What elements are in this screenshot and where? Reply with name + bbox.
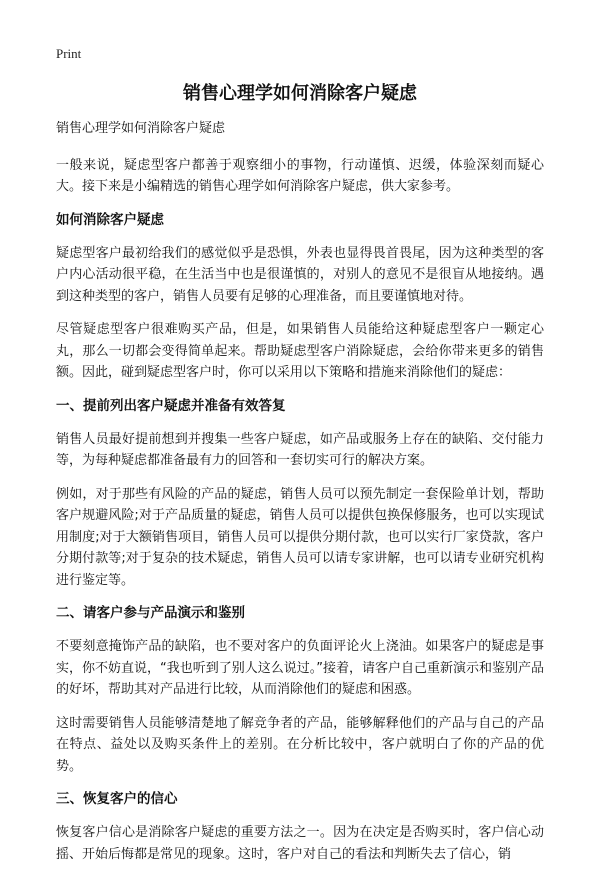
print-link[interactable]: Print [56,46,82,61]
section-heading-3: 三、恢复客户的信心 [56,791,178,807]
section-heading-main: 如何消除客户疑虑 [56,211,164,228]
intro-paragraph: 一般来说，疑虑型客户都善于观察细小的事物，行动谨慎、迟缓，体验深刻而疑心大。接下来是小编精选的销售心理学如何消除客户疑虑，供大家参考。 [56,157,544,194]
paragraph: 不要刻意掩饰产品的缺陷，也不要对客户的负面评论火上浇油。如果客户的疑虑是事实，你不妨直说，“我也听到了别人这么说过。”接着，请客户自己重新演示和鉴别产品的好坏，帮助其对产品进行比较，从而消除他们的疑虑和困惑。 [56,639,544,697]
paragraph: 例如，对于那些有风险的产品的疑虑，销售人员可以预先制定一套保险单计划，帮助客户规避风险;对于产品质量的疑虑，销售人员可以提供包换保修服务，也可以实现试用制度;对于大额销售项目，销售人员可以提供分期付款，也可以实行厂家贷款，客户分期付款等;对于复杂的技术疑虑，销售人员可以请专家讲解，也可以请专业研究机构进行鉴定等。 [56,486,544,588]
section-heading-2: 二、请客户参与产品演示和鉴别 [56,605,245,621]
section-heading-1: 一、提前列出客户疑虑并准备有效答复 [56,397,286,414]
paragraph: 疑虑型客户最初给我们的感觉似乎是恐惧，外表也显得畏首畏尾，因为这种类型的客户内心活动很平稳，在生活当中也是很谨慎的，对别人的意见不是很盲从地接纳。遇到这种类型的客户，销售人员要有足够的心理准备，而且要谨慎地对待。 [56,245,544,304]
paragraph: 恢复客户信心是消除客户疑虑的重要方法之一。因为在决定是否购买时，客户信心动摇、开始后悔都是常见的现象。这时，客户对自己的看法和判断失去了信心，销 [56,825,544,862]
paragraph: 这时需要销售人员能够清楚地了解竞争者的产品，能够解释他们的产品与自己的产品在特点、益处以及购买条件上的差别。在分析比较中，客户就明白了你的产品的优势。 [56,715,544,774]
article-body [56,118,544,877]
paragraph: 销售人员最好提前想到并搜集一些客户疑虑，如产品或服务上存在的缺陷、交付能力等，为每种疑虑都准备最有力的回答和一套切实可行的解决方案。 [56,431,544,468]
article-subtitle: 销售心理学如何消除客户疑虑 [56,121,226,136]
page-title: 销售心理学如何消除客户疑虑 [183,83,417,104]
paragraph: 尽管疑虑型客户很难购买产品，但是，如果销售人员能给这种疑虑型客户一颗定心丸，那么一切都会变得简单起来。帮助疑虑型客户消除疑虑，会给你带来更多的销售额。因此，碰到疑虑型客户时，你可以采用以下策略和措施来消除他们的疑虑： [56,322,544,380]
